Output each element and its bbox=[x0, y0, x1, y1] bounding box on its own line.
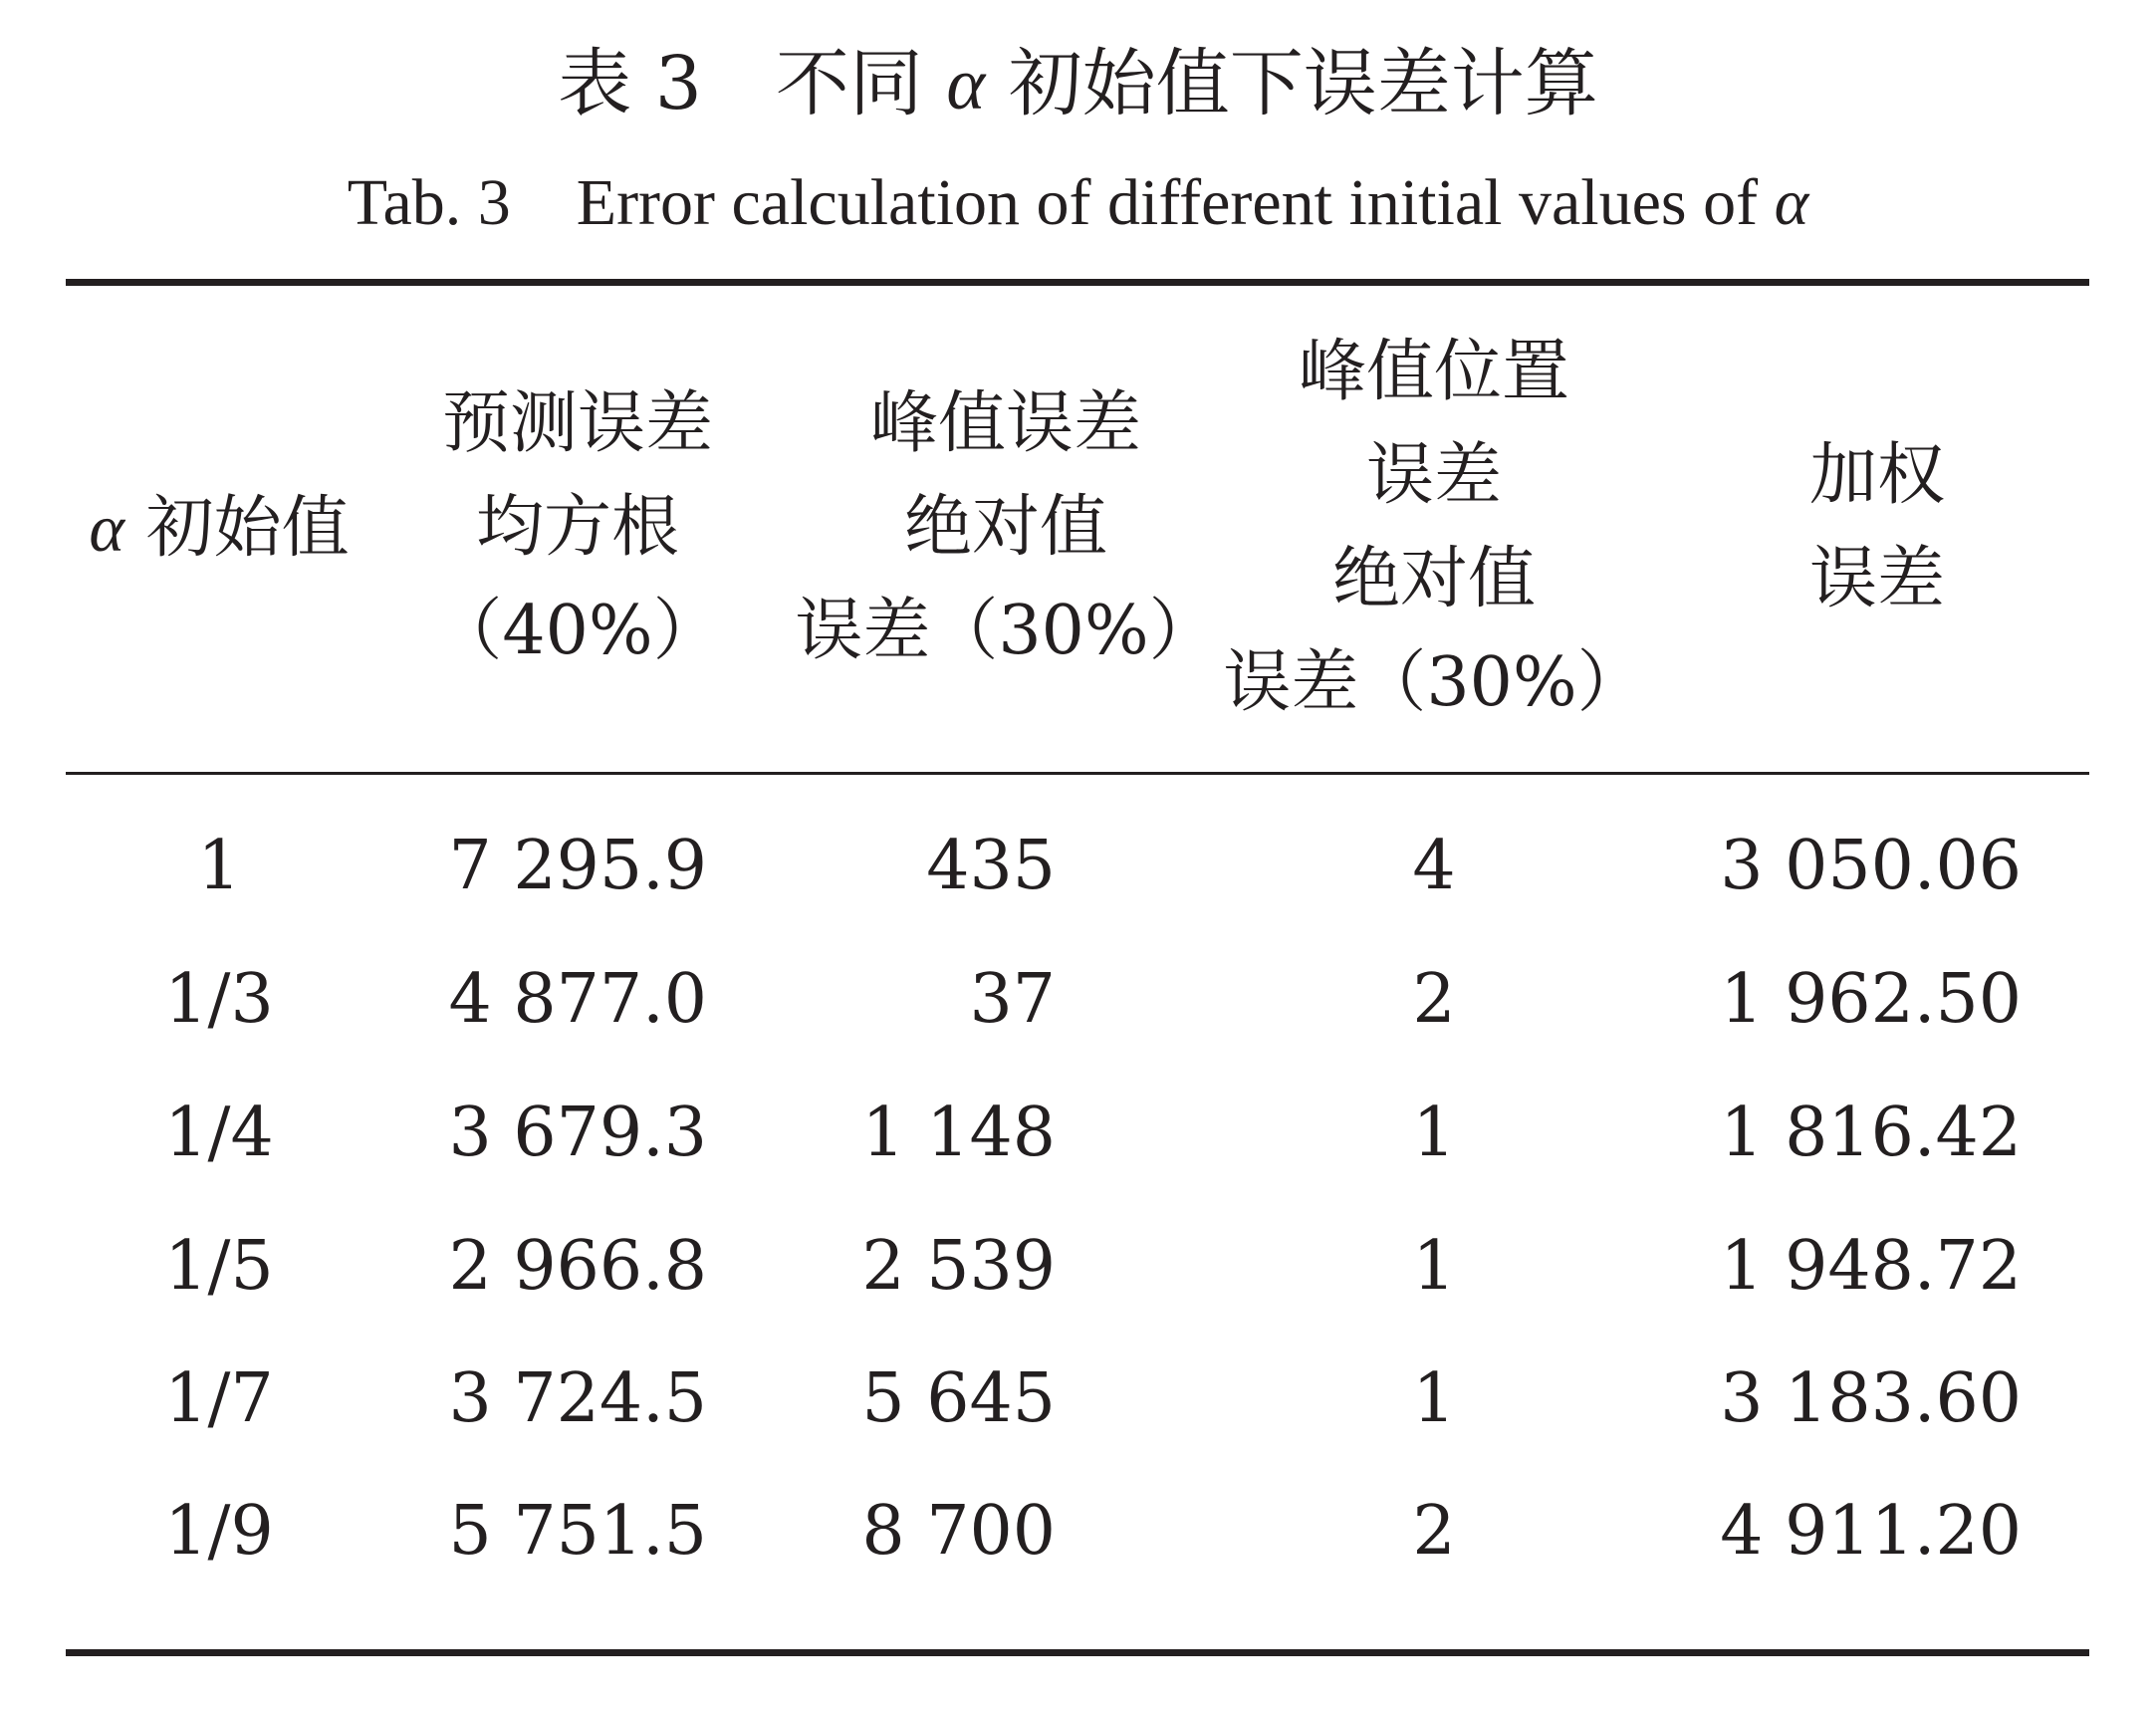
table-bottom-rule bbox=[66, 1649, 2089, 1656]
header-alpha-symbol: α bbox=[89, 489, 125, 566]
caption-en-alpha: α bbox=[1774, 166, 1809, 239]
cell-peak-position: 2 bbox=[1412, 1492, 1456, 1571]
table-row bbox=[0, 1217, 2156, 1317]
table-row bbox=[0, 1084, 2156, 1183]
header-line: 误差 bbox=[1365, 436, 1502, 515]
cell-rmse: 5 751.5 bbox=[448, 1492, 707, 1571]
caption-zh-prefix: 表 3 不同 bbox=[558, 41, 923, 126]
header-line: 均方根 bbox=[475, 488, 679, 567]
cell-peak-position: 1 bbox=[1412, 1227, 1456, 1306]
header-line: 误差 bbox=[1808, 540, 1945, 618]
header-prediction-rmse bbox=[408, 289, 747, 767]
cell-alpha: 1/4 bbox=[164, 1094, 274, 1172]
table-row bbox=[0, 950, 2156, 1050]
cell-peak-error: 37 bbox=[969, 960, 1056, 1039]
header-line: 加权 bbox=[1808, 436, 1945, 515]
cell-alpha: 1/7 bbox=[164, 1359, 274, 1438]
cell-peak-error: 8 700 bbox=[861, 1492, 1056, 1571]
cell-peak-error: 1 148 bbox=[861, 1094, 1056, 1172]
cell-weighted: 1 816.42 bbox=[1720, 1094, 2022, 1172]
cell-alpha: 1 bbox=[197, 827, 241, 905]
table-caption-english bbox=[0, 157, 2156, 249]
header-peak-position-error bbox=[1225, 289, 1643, 767]
table-row bbox=[0, 1349, 2156, 1449]
cell-peak-position: 1 bbox=[1412, 1094, 1456, 1172]
cell-rmse: 3 679.3 bbox=[448, 1094, 707, 1172]
cell-rmse: 3 724.5 bbox=[448, 1359, 707, 1438]
table-top-rule bbox=[66, 279, 2089, 286]
header-line: （40%） bbox=[434, 592, 721, 670]
cell-alpha: 1/5 bbox=[164, 1227, 274, 1306]
header-alpha-initial bbox=[60, 289, 378, 767]
cell-weighted: 4 911.20 bbox=[1720, 1492, 2022, 1571]
header-line: 绝对值 bbox=[903, 488, 1107, 567]
cell-weighted: 1 948.72 bbox=[1720, 1227, 2022, 1306]
cell-peak-error: 2 539 bbox=[861, 1227, 1056, 1306]
cell-alpha: 1/9 bbox=[164, 1492, 274, 1571]
header-line: 峰值位置 bbox=[1298, 333, 1569, 411]
cell-weighted: 3 183.60 bbox=[1720, 1359, 2022, 1438]
header-line: 预测误差 bbox=[441, 384, 713, 463]
table-header-rule bbox=[66, 772, 2089, 775]
cell-peak-error: 435 bbox=[926, 827, 1056, 905]
cell-peak-position: 2 bbox=[1412, 960, 1456, 1039]
caption-zh-suffix: 初始值下误差计算 bbox=[1008, 41, 1598, 126]
table-caption-chinese bbox=[0, 34, 2156, 134]
header-weighted-error bbox=[1693, 289, 2061, 767]
header-alpha-initial-text bbox=[89, 476, 349, 581]
cell-peak-position: 4 bbox=[1412, 827, 1456, 905]
caption-zh-alpha: α bbox=[946, 44, 986, 125]
table-row bbox=[0, 1482, 2156, 1582]
header-peak-abs-error bbox=[797, 289, 1215, 767]
cell-weighted: 1 962.50 bbox=[1720, 960, 2022, 1039]
header-line: 绝对值 bbox=[1331, 540, 1536, 618]
header-line: 误差（30%） bbox=[795, 592, 1217, 670]
cell-rmse: 7 295.9 bbox=[448, 827, 707, 905]
table-row bbox=[0, 817, 2156, 916]
header-alpha-label: 初始值 bbox=[145, 488, 350, 568]
header-line: 误差（30%） bbox=[1223, 643, 1645, 722]
cell-peak-error: 5 645 bbox=[861, 1359, 1056, 1438]
caption-en-prefix: Tab. 3 Error calculation of different initial values of bbox=[347, 166, 1759, 239]
header-line: 峰值误差 bbox=[869, 384, 1141, 463]
cell-weighted: 3 050.06 bbox=[1720, 827, 2022, 905]
cell-peak-position: 1 bbox=[1412, 1359, 1456, 1438]
cell-rmse: 2 966.8 bbox=[448, 1227, 707, 1306]
cell-rmse: 4 877.0 bbox=[448, 960, 707, 1039]
cell-alpha: 1/3 bbox=[164, 960, 274, 1039]
